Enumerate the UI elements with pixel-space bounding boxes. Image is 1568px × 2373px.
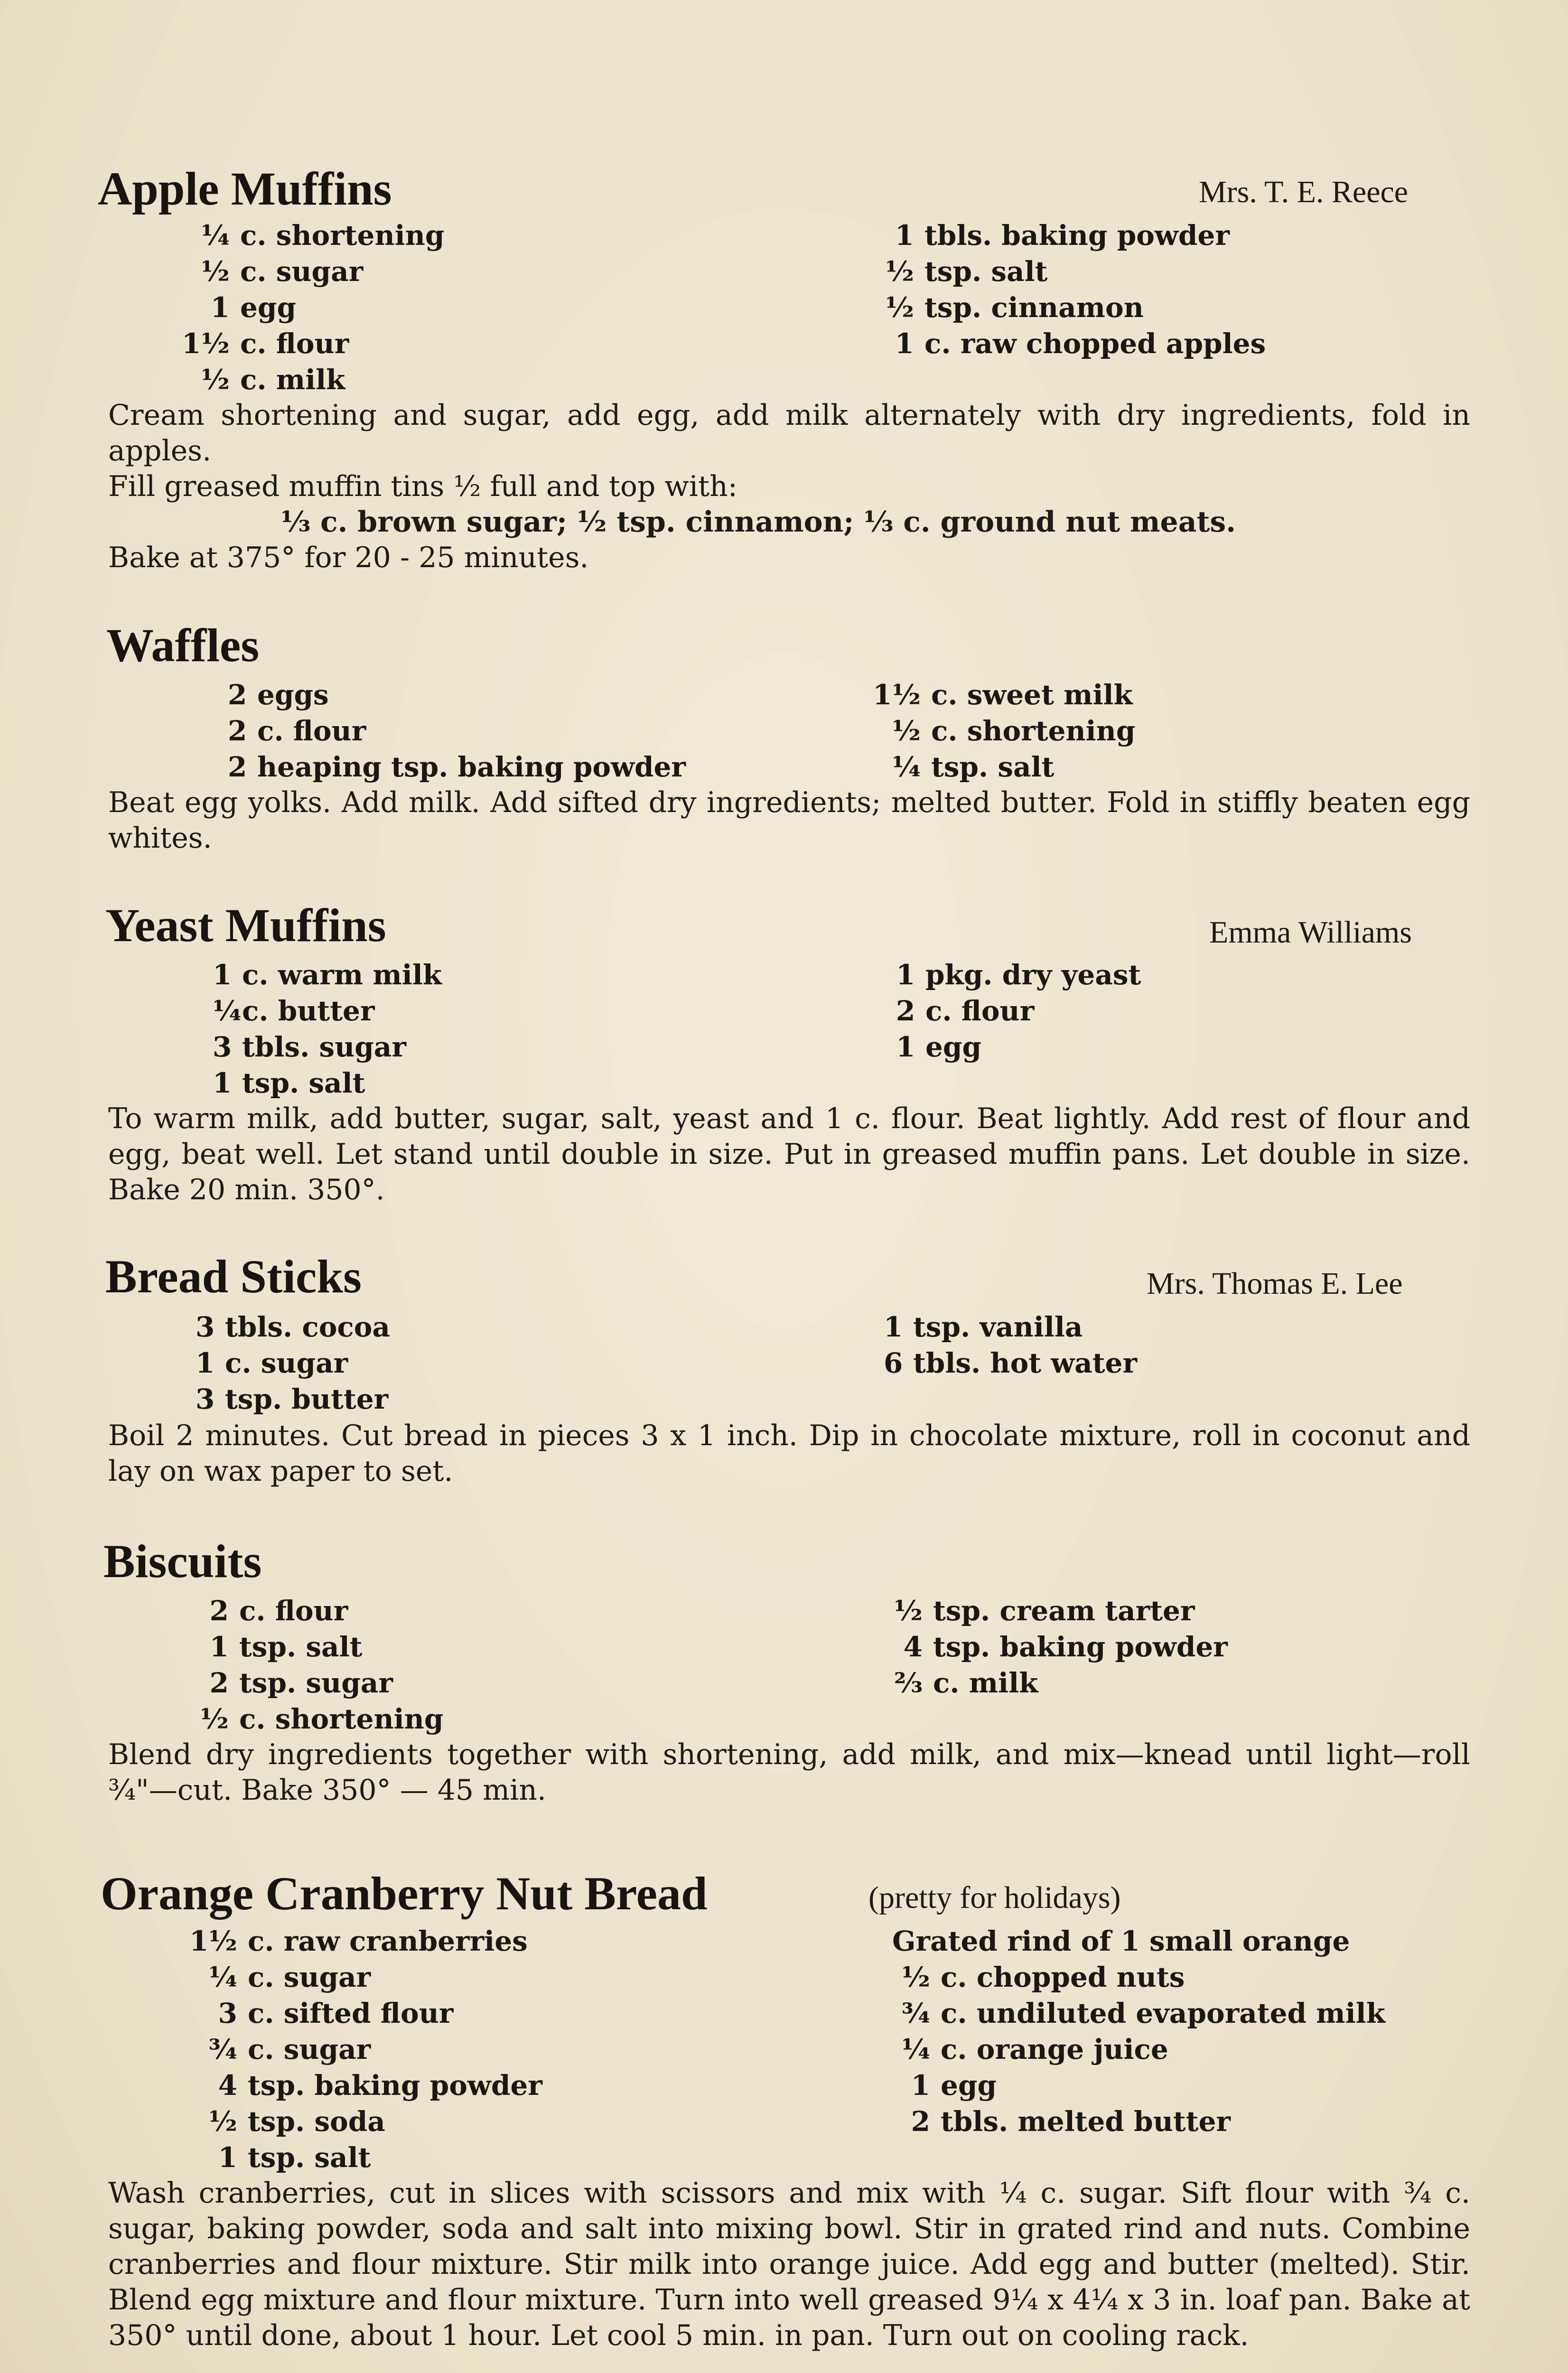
- recipe-title: Apple Muffins: [98, 162, 392, 215]
- ingredient-text: eggs: [257, 679, 329, 711]
- ingredient-text: c. warm milk: [242, 959, 442, 991]
- ingredient-line: [159, 253, 444, 290]
- ingredient-line: [889, 1593, 1228, 1629]
- ingredient-line: [213, 1029, 442, 1065]
- ingredient-quantity: 1: [210, 291, 230, 324]
- ingredient-text: c. milk: [240, 364, 345, 396]
- ingredient-line: [196, 1345, 390, 1381]
- ingredient-line: [884, 1345, 1137, 1381]
- ingredient-line: [159, 326, 444, 362]
- ingredient-text: tsp. cinnamon: [924, 291, 1144, 324]
- ingredient-quantity: 2: [228, 751, 247, 783]
- ingredient-text: c. flour: [239, 1595, 348, 1627]
- instructions: To warm milk, add butter, sugar, salt, yeast and 1 c. flour. Beat lightly. Add rest of flour and egg, beat well. Let stand until double in size. Put in greased muffin pans. Let double in size. Bake 20 min. 350°.: [108, 1102, 1470, 1206]
- ingredient-text: c. raw chopped apples: [924, 327, 1266, 360]
- ingredient-quantity: 2: [228, 679, 247, 711]
- ingredient-line: [868, 713, 1135, 749]
- ingredient-line: [892, 2031, 1385, 2067]
- recipe-title: Orange Cranberry Nut Bread: [101, 1867, 708, 1920]
- ingredient-text: tbls. sugar: [242, 1031, 406, 1063]
- instructions: Blend dry ingredients together with shortening, add milk, and mix—knead until light—roll ¾"—cut. Bake 350° — 45 min.: [108, 1738, 1470, 1807]
- ingredient-quantity: 2: [209, 1595, 229, 1627]
- ingredients-right: [881, 217, 1266, 362]
- ingredient-line: [896, 1029, 1141, 1065]
- ingredient-text: tbls. cocoa: [225, 1311, 390, 1343]
- ingredient-quantity: ¼: [892, 751, 921, 783]
- recipe-author: Mrs. Thomas E. Lee: [1147, 1266, 1403, 1301]
- ingredient-text: tbls. baking powder: [924, 219, 1230, 252]
- ingredient-quantity: 1½: [189, 1925, 237, 1957]
- ingredient-quantity: ½: [894, 1595, 923, 1627]
- ingredient-text: c. milk: [933, 1667, 1038, 1699]
- ingredient-quantity: ½: [885, 291, 914, 324]
- ingredient-text: tsp. salt: [248, 2141, 371, 2174]
- ingredient-quantity: 1: [895, 327, 914, 360]
- ingredient-text: c. sugar: [248, 1961, 371, 1993]
- ingredient-text: egg: [925, 1031, 982, 1063]
- ingredient-quantity: 6: [884, 1347, 903, 1379]
- recipe-title: Yeast Muffins: [105, 899, 386, 952]
- ingredient-text: c. undiluted evaporated milk: [941, 1997, 1385, 2029]
- ingredient-line: [881, 217, 1266, 253]
- ingredient-line: [196, 1593, 443, 1629]
- ingredient-text: tsp. salt: [924, 255, 1048, 288]
- ingredient-text: tsp. salt: [931, 751, 1055, 783]
- instructions-topping: ⅓ c. brown sugar; ½ tsp. cinnamon; ⅓ c. ground nut meats.: [281, 505, 1236, 539]
- ingredient-quantity: 4: [903, 1631, 923, 1663]
- ingredient-line: [196, 1701, 443, 1737]
- ingredients-right: [892, 1923, 1385, 2139]
- ingredient-text: heaping tsp. baking powder: [257, 751, 686, 783]
- ingredient-line: [159, 362, 444, 398]
- ingredient-text: c. sugar: [240, 255, 364, 288]
- ingredient-line: [213, 993, 442, 1029]
- ingredient-text: tsp. baking powder: [248, 2069, 542, 2102]
- ingredient-quantity: 3: [213, 1031, 232, 1063]
- ingredient-line: [228, 713, 686, 749]
- ingredients-left: [213, 957, 442, 1101]
- ingredient-line: [180, 2103, 542, 2139]
- instructions: Boil 2 minutes. Cut bread in pieces 3 x 1 inch. Dip in chocolate mixture, roll in coconut and lay on wax paper to set.: [108, 1419, 1470, 1488]
- ingredient-quantity: ¼: [201, 219, 230, 252]
- ingredients-left: [196, 1593, 443, 1737]
- ingredient-quantity: ½: [901, 1961, 930, 1993]
- ingredient-line: [884, 1309, 1137, 1345]
- instructions-bake: Bake at 375° for 20 - 25 minutes.: [108, 541, 589, 574]
- ingredient-text: egg: [941, 2069, 997, 2102]
- instructions: Beat egg yolks. Add milk. Add sifted dry ingredients; melted butter. Fold in stiffly beaten egg whites.: [108, 786, 1470, 855]
- ingredient-quantity: ⅔: [894, 1667, 923, 1699]
- ingredient-text: c. sifted flour: [248, 1997, 454, 2029]
- ingredient-quantity: 1: [209, 1631, 229, 1663]
- recipe-title: Bread Sticks: [105, 1250, 362, 1303]
- ingredient-quantity: 3: [196, 1383, 215, 1415]
- ingredient-text: c. flour: [257, 715, 366, 747]
- ingredient-text: c. flour: [240, 327, 349, 360]
- ingredient-text: c. raw cranberries: [248, 1925, 528, 1957]
- ingredients-right: [889, 1593, 1228, 1701]
- ingredient-text: tbls. melted butter: [941, 2105, 1231, 2138]
- ingredient-quantity: 3: [218, 1997, 237, 2029]
- ingredient-text: tsp. baking powder: [933, 1631, 1228, 1663]
- ingredient-quantity: 3: [196, 1311, 215, 1343]
- ingredient-line: [892, 2103, 1385, 2139]
- recipe-title: Waffles: [106, 619, 260, 672]
- ingredient-text: c. sweet milk: [931, 679, 1133, 711]
- ingredient-line: [196, 1665, 443, 1701]
- ingredient-text: tsp. salt: [242, 1067, 365, 1099]
- ingredient-quantity: 1: [196, 1347, 215, 1379]
- ingredient-quantity: ½: [208, 2105, 237, 2138]
- ingredient-text: c. orange juice: [941, 2033, 1168, 2065]
- ingredient-text: c. shortening: [239, 1703, 444, 1735]
- ingredients-right: [896, 957, 1141, 1065]
- ingredient-quantity: ½: [201, 364, 230, 396]
- ingredient-line: [228, 749, 686, 785]
- ingredients-right: [884, 1309, 1137, 1381]
- ingredient-quantity: 1: [895, 219, 914, 252]
- ingredient-line: [196, 1309, 390, 1345]
- ingredient-quantity: ¼: [901, 2033, 930, 2065]
- ingredient-text: c. shortening: [931, 715, 1136, 747]
- ingredient-line: [159, 290, 444, 326]
- ingredient-line: [896, 957, 1141, 993]
- ingredient-quantity: 1: [213, 1067, 232, 1099]
- ingredient-text: tbls. hot water: [913, 1347, 1138, 1379]
- ingredient-text: c. chopped nuts: [941, 1961, 1185, 1993]
- ingredient-quantity: 1: [896, 1031, 915, 1063]
- ingredient-quantity: ¼: [208, 1961, 237, 1993]
- ingredients-right: [868, 677, 1135, 785]
- ingredient-quantity: 1: [911, 2069, 930, 2102]
- ingredient-line: [180, 2067, 542, 2103]
- ingredient-text: pkg. dry yeast: [925, 959, 1141, 991]
- ingredient-line: [180, 1995, 542, 2031]
- ingredient-quantity: 1: [896, 959, 915, 991]
- ingredient-line: [213, 957, 442, 993]
- ingredient-line: [889, 1629, 1228, 1665]
- ingredient-text: tsp. cream tarter: [933, 1595, 1195, 1627]
- ingredient-line: [180, 2139, 542, 2176]
- ingredient-line: [881, 253, 1266, 290]
- ingredient-text: Grated rind of 1 small orange: [892, 1925, 1350, 1957]
- ingredient-quantity: 1: [884, 1311, 903, 1343]
- ingredient-quantity: 2: [896, 995, 915, 1027]
- ingredient-line: [896, 993, 1141, 1029]
- ingredient-text: tsp. salt: [239, 1631, 363, 1663]
- ingredient-line: [892, 1995, 1385, 2031]
- ingredients-left: [180, 1923, 542, 2176]
- ingredient-quantity: ½: [892, 715, 921, 747]
- instructions: Wash cranberries, cut in slices with scissors and mix with ¼ c. sugar. Sift flour with ¾ c. sugar, baking powder, soda and salt into mixing bowl. Stir in grated rind and nuts. Combine cranberries and flour mixture. Stir milk into orange juice. Add egg and butter (melted). Stir. Blend egg mixture and flour mixture. Turn into well greased 9¼ x 4¼ x 3 in. loaf pan. Bake at 350° until done, about 1 hour. Let cool 5 min. in pan. Turn out on cooling rack.: [108, 2177, 1470, 2352]
- ingredient-line: [213, 1065, 442, 1101]
- ingredient-text: c. flour: [925, 995, 1035, 1027]
- ingredient-text: tsp. sugar: [239, 1667, 393, 1699]
- ingredient-quantity: 1: [213, 959, 232, 991]
- ingredient-quantity: 4: [218, 2069, 237, 2102]
- ingredient-text: egg: [240, 291, 297, 324]
- ingredients-left: [159, 217, 444, 398]
- ingredient-line: [881, 326, 1266, 362]
- ingredients-left: [228, 677, 686, 785]
- recipe-note: (pretty for holidays): [868, 1880, 1121, 1915]
- ingredient-quantity: ¾: [208, 2033, 237, 2065]
- ingredient-text: tsp. vanilla: [913, 1311, 1083, 1343]
- ingredients-left: [196, 1309, 390, 1417]
- ingredient-quantity: 2: [209, 1667, 229, 1699]
- ingredient-line: [196, 1381, 390, 1417]
- ingredient-line: [180, 2031, 542, 2067]
- ingredient-line: [892, 1959, 1385, 1995]
- ingredient-quantity: ¾: [901, 1997, 930, 2029]
- ingredient-line: [228, 677, 686, 713]
- ingredient-quantity: 1½: [182, 327, 230, 360]
- ingredient-text: tsp. soda: [248, 2105, 385, 2138]
- ingredient-line: [881, 290, 1266, 326]
- ingredient-quantity: 2: [228, 715, 247, 747]
- ingredient-quantity: ½: [885, 255, 914, 288]
- ingredient-line: [889, 1665, 1228, 1701]
- ingredient-line: [892, 2067, 1385, 2103]
- ingredient-text: c. sugar: [248, 2033, 371, 2065]
- ingredient-line: [180, 1959, 542, 1995]
- ingredient-line: [159, 217, 444, 253]
- ingredient-text: c. butter: [242, 995, 375, 1027]
- ingredient-quantity: ½: [201, 255, 230, 288]
- recipe-author: Mrs. T. E. Reece: [1199, 175, 1409, 209]
- ingredient-quantity: 1½: [873, 679, 921, 711]
- recipe-title: Biscuits: [103, 1535, 262, 1588]
- ingredient-line: [196, 1629, 443, 1665]
- instructions-topping-intro: Fill greased muffin tins ½ full and top with:: [108, 470, 737, 503]
- ingredient-text: c. shortening: [240, 219, 445, 252]
- ingredient-line: [180, 1923, 542, 1959]
- ingredient-line: [868, 677, 1135, 713]
- ingredient-quantity: ½: [200, 1703, 229, 1735]
- ingredient-line: [892, 1923, 1385, 1959]
- ingredient-line: [868, 749, 1135, 785]
- ingredient-quantity: 2: [911, 2105, 930, 2138]
- recipe-author: Emma Williams: [1209, 915, 1412, 950]
- ingredient-text: c. sugar: [225, 1347, 348, 1379]
- ingredient-text: tsp. butter: [225, 1383, 389, 1415]
- ingredient-quantity: 1: [218, 2141, 237, 2174]
- instructions: Cream shortening and sugar, add egg, add milk alternately with dry ingredients, fold in apples.: [108, 399, 1470, 467]
- ingredient-quantity: ¼: [213, 995, 242, 1027]
